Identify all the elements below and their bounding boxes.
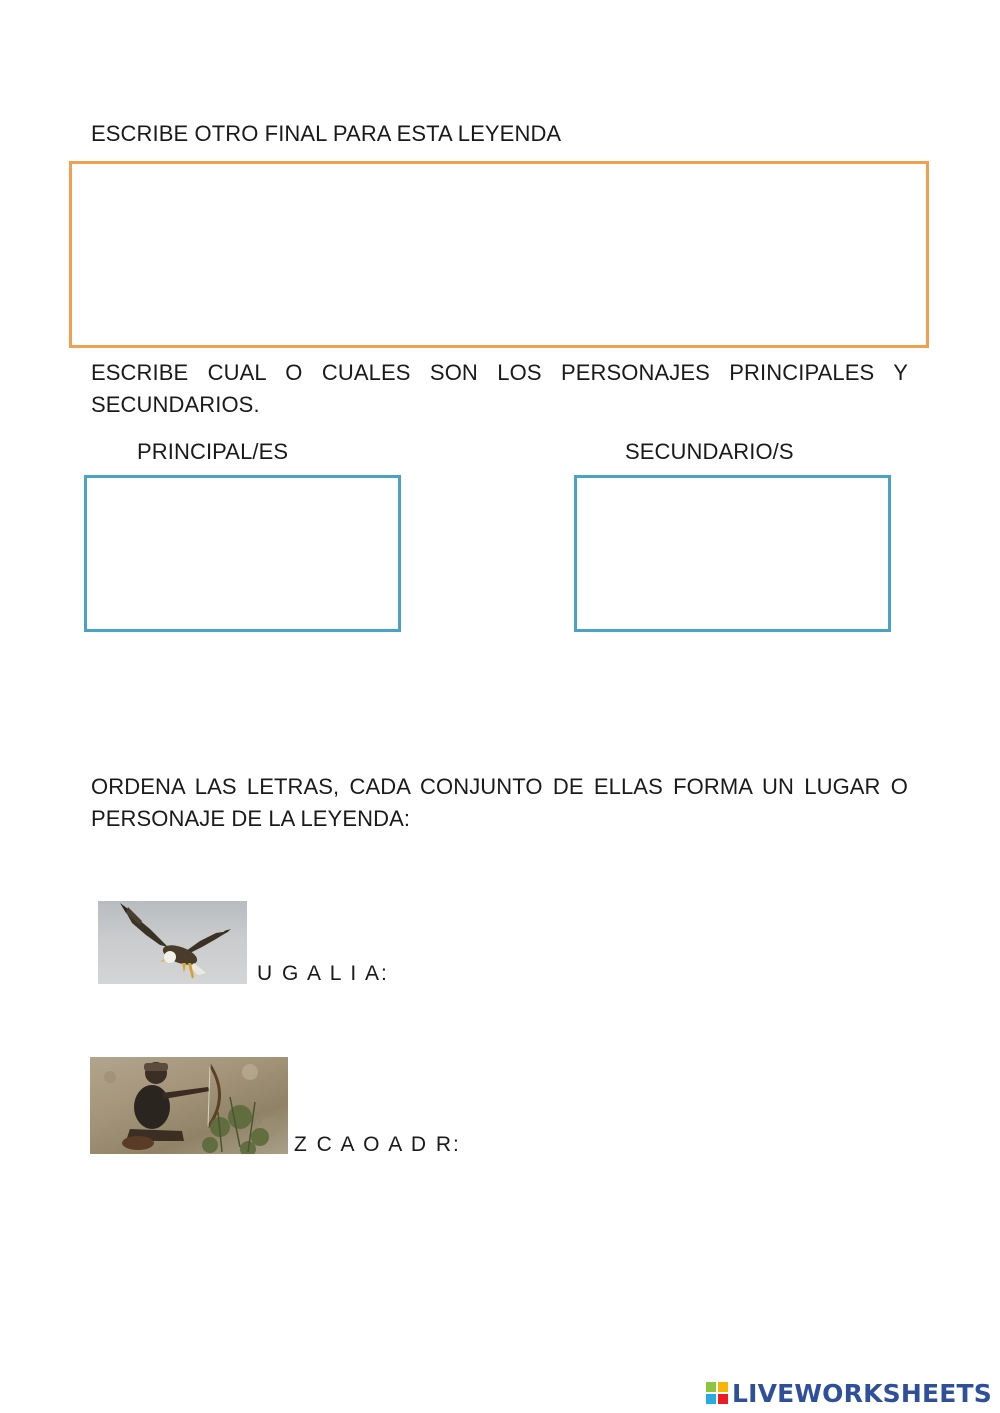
characters-instruction: ESCRIBE CUAL O CUALES SON LOS PERSONAJES PRINCIPALES Y SECUNDARIOS. [91,360,908,417]
liveworksheets-mark-icon [706,1382,728,1404]
secundario-answer-box[interactable] [574,475,891,632]
principal-answer-box[interactable] [84,475,401,632]
eagle-photo [98,901,247,984]
final-answer-box[interactable] [69,161,929,348]
logo-text: LIVEWORKSHEETS [731,1378,992,1408]
final-instruction: ESCRIBE OTRO FINAL PARA ESTA LEYENDA [91,121,562,146]
secundario-label: SECUNDARIO/S [625,439,794,464]
liveworksheets-logo [706,1378,992,1408]
archer-photo [90,1057,288,1154]
order-letters-instruction: ORDENA LAS LETRAS, CADA CONJUNTO DE ELLAS FORMA UN LUGAR O PERSONAJE DE LA LEYENDA: [91,774,908,831]
scramble-1: U G A L I A: [257,962,389,985]
principal-label: PRINCIPAL/ES [137,439,289,464]
scramble-2: Z C A O A D R: [294,1133,461,1156]
